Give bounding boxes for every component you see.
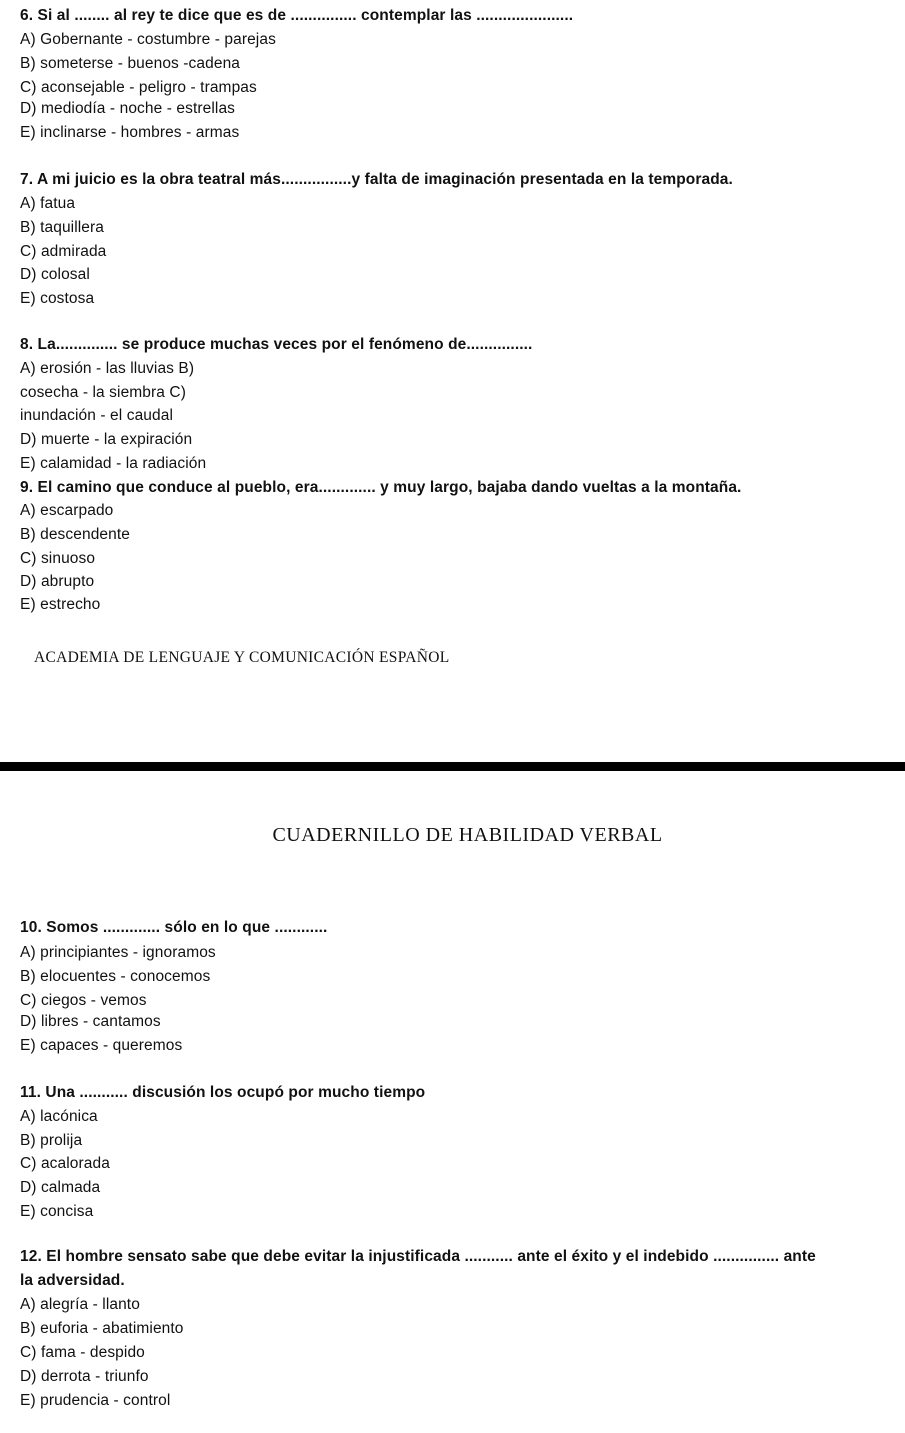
q11-option-b: B) prolija [20, 1132, 83, 1149]
q8-option-d: D) muerte - la expiración [20, 431, 193, 448]
q10-option-c: C) ciegos - vemos [20, 992, 147, 1009]
question-7-stem: 7. A mi juicio es la obra teatral más................y falta de imaginación presentada en la temporada. [20, 171, 733, 188]
question-10-stem: 10. Somos ............. sólo en lo que ............ [20, 919, 328, 936]
q7-option-b: B) taquillera [20, 219, 105, 236]
q6-option-e: E) inclinarse - hombres - armas [20, 124, 240, 141]
q7-option-c: C) admirada [20, 243, 107, 260]
q8-option-b: cosecha - la siembra C) [20, 384, 186, 401]
q11-option-a: A) lacónica [20, 1108, 98, 1125]
question-11-stem: 11. Una ........... discusión los ocupó por mucho tiempo [20, 1084, 426, 1101]
q12-option-b: B) euforia - abatimiento [20, 1320, 184, 1337]
q7-option-a: A) fatua [20, 195, 76, 212]
question-6-stem: 6. Si al ........ al rey te dice que es de ............... contemplar las ...................... [20, 7, 574, 24]
academy-footer: ACADEMIA DE LENGUAJE Y COMUNICACIÓN ESPAÑOL [34, 649, 450, 666]
q6-option-d: D) mediodía - noche - estrellas [20, 100, 236, 117]
booklet-title: CUADERNILLO DE HABILIDAD VERBAL [272, 824, 663, 846]
q9-option-a: A) escarpado [20, 502, 114, 519]
q10-option-d: D) libres - cantamos [20, 1013, 161, 1030]
q6-option-b: B) someterse - buenos -cadena [20, 55, 241, 72]
q7-option-d: D) colosal [20, 266, 90, 283]
q11-option-e: E) concisa [20, 1203, 94, 1220]
q12-option-d: D) derrota - triunfo [20, 1368, 149, 1385]
q9-option-c: C) sinuoso [20, 550, 96, 567]
q9-option-e: E) estrecho [20, 596, 101, 613]
page-divider [0, 762, 905, 771]
q8-option-e: E) calamidad - la radiación [20, 455, 207, 472]
q9-option-d: D) abrupto [20, 573, 95, 590]
q12-option-c: C) fama - despido [20, 1344, 145, 1361]
q10-option-a: A) principiantes - ignoramos [20, 944, 216, 961]
q8-option-a: A) erosión - las lluvias B) [20, 360, 195, 377]
question-12-stem-line2: la adversidad. [20, 1272, 125, 1289]
q6-option-c: C) aconsejable - peligro - trampas [20, 79, 257, 96]
q8-option-c: inundación - el caudal [20, 407, 173, 424]
q11-option-d: D) calmada [20, 1179, 101, 1196]
q12-option-a: A) alegría - llanto [20, 1296, 140, 1313]
q10-option-e: E) capaces - queremos [20, 1037, 183, 1054]
q11-option-c: C) acalorada [20, 1155, 110, 1172]
q12-option-e: E) prudencia - control [20, 1392, 171, 1409]
q6-option-a: A) Gobernante - costumbre - parejas [20, 31, 276, 48]
q10-option-b: B) elocuentes - conocemos [20, 968, 211, 985]
q7-option-e: E) costosa [20, 290, 95, 307]
question-8-stem: 8. La.............. se produce muchas veces por el fenómeno de............... [20, 336, 533, 353]
question-12-stem-line1: 12. El hombre sensato sabe que debe evitar la injustificada ........... ante el éxito y el indebido ............... ante [20, 1248, 816, 1265]
q9-option-b: B) descendente [20, 526, 130, 543]
question-9-stem: 9. El camino que conduce al pueblo, era............. y muy largo, bajaba dando vueltas a la montaña. [20, 479, 742, 496]
